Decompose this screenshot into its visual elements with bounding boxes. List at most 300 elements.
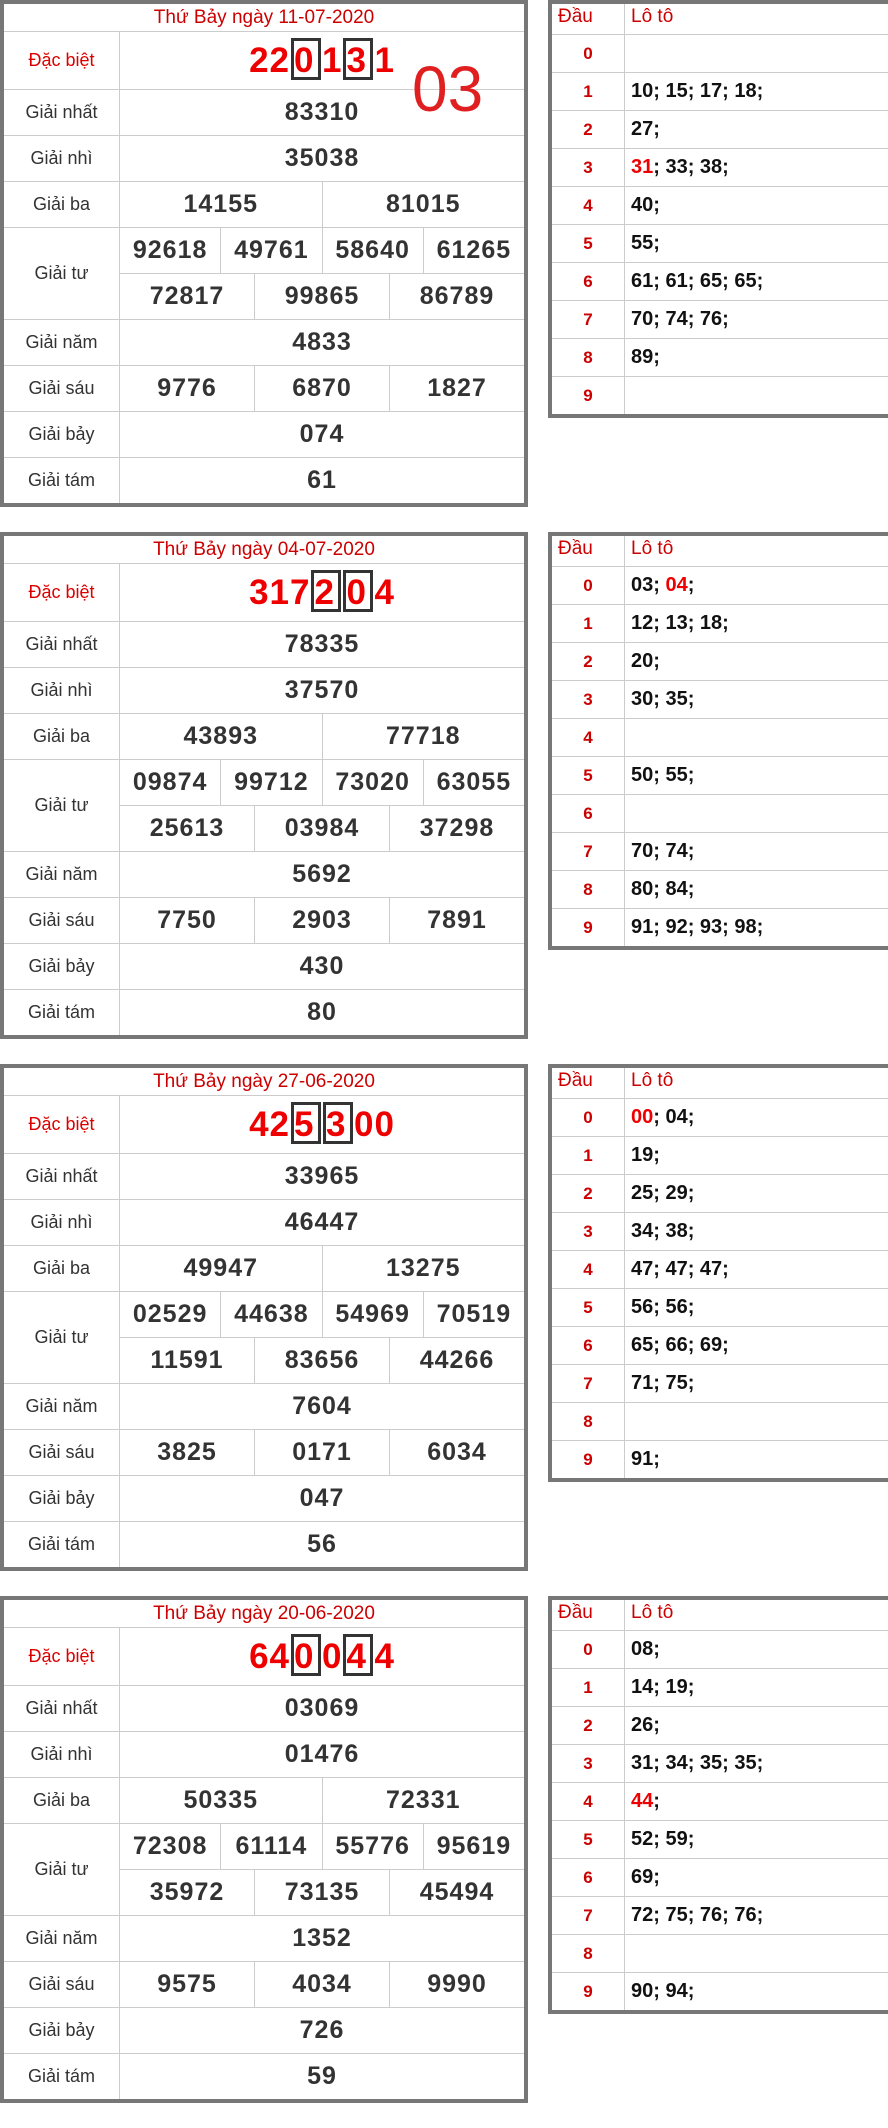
prize-row bbox=[4, 1384, 524, 1430]
special-digit: 4 bbox=[269, 1636, 290, 1676]
prize-number: 49947 bbox=[183, 1254, 259, 1282]
prize-label: Giải nhì bbox=[4, 1732, 120, 1777]
prize-values bbox=[120, 1732, 524, 1777]
loto-text: 70; 74; 76; bbox=[631, 308, 729, 330]
loto-row bbox=[552, 1251, 888, 1289]
prize-number: 03984 bbox=[254, 806, 389, 851]
prize-line bbox=[120, 1154, 524, 1199]
loto-row bbox=[552, 1821, 888, 1859]
prize-line bbox=[120, 1522, 524, 1567]
prize-number: 01476 bbox=[284, 1740, 360, 1768]
loto-head-digit: 6 bbox=[552, 263, 625, 300]
loto-row bbox=[552, 605, 888, 643]
prize-row bbox=[4, 1732, 524, 1778]
loto-numbers bbox=[625, 1137, 888, 1174]
loto-highlight: 44 bbox=[631, 1790, 654, 1812]
dau-header: Đầu bbox=[552, 4, 625, 34]
prize-row bbox=[4, 990, 524, 1035]
loto-row bbox=[552, 1289, 888, 1327]
loto-text: ; 04; bbox=[653, 1106, 695, 1128]
prize-number: 59 bbox=[307, 2062, 337, 2090]
prize-line bbox=[120, 714, 524, 759]
prize-number: 72331 bbox=[322, 1778, 525, 1823]
prize-number: 4034 bbox=[254, 1962, 389, 2007]
loto-text: 91; bbox=[631, 1448, 660, 1470]
prize-row bbox=[4, 320, 524, 366]
loto-row bbox=[552, 73, 888, 111]
loto-row bbox=[552, 301, 888, 339]
special-digit: 4 bbox=[249, 1104, 270, 1144]
loto-head-digit: 0 bbox=[552, 35, 625, 72]
prize-line bbox=[120, 1246, 524, 1291]
loto-text: 89; bbox=[631, 346, 660, 368]
prize-line bbox=[120, 2008, 524, 2053]
prize-values bbox=[120, 760, 524, 851]
loto-numbers bbox=[625, 339, 888, 376]
loto-numbers bbox=[625, 719, 888, 756]
prize-number: 726 bbox=[299, 2016, 345, 2044]
prize-line bbox=[120, 182, 524, 227]
loto-text: 65; 66; 69; bbox=[631, 1334, 729, 1356]
prize-number: 6870 bbox=[254, 366, 389, 411]
loto-head-digit: 2 bbox=[552, 1175, 625, 1212]
loto-row bbox=[552, 1403, 888, 1441]
special-digit: 4 bbox=[343, 1634, 373, 1676]
prize-line bbox=[120, 1869, 524, 1915]
loto-text: 34; 38; bbox=[631, 1220, 695, 1242]
prize-number: 7750 bbox=[157, 906, 217, 934]
loto-row bbox=[552, 1137, 888, 1175]
prize-number: 6034 bbox=[389, 1430, 524, 1475]
loto-text: 80; 84; bbox=[631, 878, 695, 900]
prize-values bbox=[120, 2054, 524, 2099]
prize-row bbox=[4, 228, 524, 320]
loto-text: 52; 59; bbox=[631, 1828, 695, 1850]
prize-line bbox=[120, 136, 524, 181]
special-digit: 1 bbox=[374, 40, 395, 80]
prize-label: Giải tư bbox=[4, 760, 120, 851]
prize-row bbox=[4, 564, 524, 622]
prize-values bbox=[120, 1916, 524, 1961]
prize-row bbox=[4, 366, 524, 412]
loto-head-digit: 4 bbox=[552, 719, 625, 756]
loto-numbers bbox=[625, 1935, 888, 1972]
loto-head-digit: 4 bbox=[552, 187, 625, 224]
prize-number: 73135 bbox=[254, 1870, 389, 1915]
prize-row bbox=[4, 1430, 524, 1476]
prize-number: 13275 bbox=[322, 1246, 525, 1291]
loto-head-digit: 1 bbox=[552, 605, 625, 642]
prize-number: 61114 bbox=[220, 1824, 321, 1869]
loto-numbers bbox=[625, 1403, 888, 1440]
loto-text: 14; 19; bbox=[631, 1676, 695, 1698]
prize-values bbox=[120, 990, 524, 1035]
prize-number: 7604 bbox=[292, 1392, 352, 1420]
loto-head-digit: 9 bbox=[552, 1441, 625, 1478]
loto-row bbox=[552, 1669, 888, 1707]
loto-head-digit: 2 bbox=[552, 111, 625, 148]
special-digit: 2 bbox=[249, 40, 270, 80]
loto-row bbox=[552, 1783, 888, 1821]
loto-row bbox=[552, 719, 888, 757]
loto-text: 90; 94; bbox=[631, 1980, 695, 2002]
loto-head-digit: 2 bbox=[552, 1707, 625, 1744]
prize-label: Giải tám bbox=[4, 1522, 120, 1567]
loto-text: 47; 47; 47; bbox=[631, 1258, 729, 1280]
prize-number: 61265 bbox=[423, 228, 524, 273]
loto-head-digit: 8 bbox=[552, 871, 625, 908]
loto-row bbox=[552, 1099, 888, 1137]
prize-values bbox=[120, 714, 524, 759]
loto-numbers bbox=[625, 1973, 888, 2010]
loto-numbers bbox=[625, 187, 888, 224]
prize-number: 4833 bbox=[292, 328, 352, 356]
prize-line bbox=[120, 1778, 524, 1823]
loto-text: 26; bbox=[631, 1714, 660, 1736]
loto-row bbox=[552, 1973, 888, 2010]
loto-row bbox=[552, 1441, 888, 1478]
loto-header bbox=[552, 1600, 888, 1631]
loto-row bbox=[552, 567, 888, 605]
prize-values bbox=[120, 898, 524, 943]
loto-numbers bbox=[625, 1441, 888, 1478]
prize-label: Giải ba bbox=[4, 182, 120, 227]
prize-line bbox=[120, 1628, 524, 1685]
special-digit: 3 bbox=[343, 38, 373, 80]
loto-numbers bbox=[625, 643, 888, 680]
loto-row bbox=[552, 1859, 888, 1897]
prize-number: 1352 bbox=[292, 1924, 352, 1952]
loto-numbers bbox=[625, 149, 888, 186]
prize-values bbox=[120, 182, 524, 227]
prize-number: 83656 bbox=[254, 1338, 389, 1383]
prize-number: 33965 bbox=[284, 1162, 360, 1190]
prize-line bbox=[120, 2054, 524, 2099]
handwritten-note: 03 bbox=[412, 53, 484, 125]
loto-header bbox=[552, 4, 888, 35]
special-digit: 0 bbox=[374, 1104, 395, 1144]
prize-number: 11591 bbox=[150, 1346, 224, 1374]
prize-number: 7891 bbox=[389, 898, 524, 943]
loto-head-digit: 5 bbox=[552, 1821, 625, 1858]
prize-line bbox=[120, 320, 524, 365]
prize-label: Giải năm bbox=[4, 1384, 120, 1429]
loto-text: 72; 75; 76; 76; bbox=[631, 1904, 764, 1926]
draw-block bbox=[0, 532, 888, 1064]
prize-line bbox=[120, 852, 524, 897]
loto-numbers bbox=[625, 1669, 888, 1706]
loto-row bbox=[552, 263, 888, 301]
prize-number: 63055 bbox=[423, 760, 524, 805]
prize-line bbox=[120, 564, 524, 621]
prize-label: Giải tư bbox=[4, 228, 120, 319]
prize-values bbox=[120, 1246, 524, 1291]
loto-head-digit: 3 bbox=[552, 1745, 625, 1782]
loto-row bbox=[552, 111, 888, 149]
prize-line bbox=[120, 1337, 524, 1383]
loto-header bbox=[552, 1068, 888, 1099]
loto-numbers bbox=[625, 605, 888, 642]
prize-number: 61 bbox=[307, 466, 337, 494]
prize-label: Giải nhất bbox=[4, 1154, 120, 1199]
prize-values bbox=[120, 1292, 524, 1383]
prize-number: 86789 bbox=[389, 274, 524, 319]
loto-table bbox=[548, 1064, 888, 1482]
draw-title: Thứ Bảy ngày 04-07-2020 bbox=[4, 536, 524, 564]
loto-text: ; 33; 38; bbox=[653, 156, 729, 178]
prize-values bbox=[120, 1096, 524, 1153]
prize-number: 14155 bbox=[183, 190, 259, 218]
loto-text: 40; bbox=[631, 194, 660, 216]
prize-line bbox=[120, 412, 524, 457]
loto-numbers bbox=[625, 1859, 888, 1896]
loto-row bbox=[552, 871, 888, 909]
loto-numbers bbox=[625, 833, 888, 870]
special-digit: 3 bbox=[249, 572, 270, 612]
prize-row bbox=[4, 714, 524, 760]
prize-number: 09874 bbox=[132, 768, 208, 796]
loto-row bbox=[552, 225, 888, 263]
prize-line bbox=[120, 228, 524, 273]
prize-number: 2903 bbox=[254, 898, 389, 943]
loto-numbers bbox=[625, 1783, 888, 1820]
prize-label: Đặc biệt bbox=[4, 1096, 120, 1153]
loto-numbers bbox=[625, 1745, 888, 1782]
prize-row bbox=[4, 944, 524, 990]
prize-number: 35038 bbox=[284, 144, 360, 172]
loto-head-digit: 5 bbox=[552, 757, 625, 794]
prize-values bbox=[120, 622, 524, 667]
loto-head-digit: 9 bbox=[552, 1973, 625, 2010]
prize-line bbox=[120, 1430, 524, 1475]
loto-text: 31; 34; 35; 35; bbox=[631, 1752, 764, 1774]
prize-number: 72817 bbox=[149, 282, 225, 310]
loto-text: 91; 92; 93; 98; bbox=[631, 916, 764, 938]
prize-label: Giải năm bbox=[4, 852, 120, 897]
loto-head-digit: 3 bbox=[552, 681, 625, 718]
prize-label: Đặc biệt bbox=[4, 1628, 120, 1685]
prize-label: Giải nhất bbox=[4, 1686, 120, 1731]
special-digit: 2 bbox=[311, 570, 341, 612]
loto-text: 25; 29; bbox=[631, 1182, 695, 1204]
loto-header-label: Lô tô bbox=[631, 1070, 674, 1091]
prize-number: 70519 bbox=[423, 1292, 524, 1337]
loto-row bbox=[552, 1745, 888, 1783]
loto-numbers bbox=[625, 1631, 888, 1668]
loto-row bbox=[552, 149, 888, 187]
loto-row bbox=[552, 1897, 888, 1935]
loto-numbers bbox=[625, 567, 888, 604]
special-digit: 0 bbox=[291, 1634, 321, 1676]
prize-row bbox=[4, 1246, 524, 1292]
loto-head-digit: 8 bbox=[552, 339, 625, 376]
loto-text: ; bbox=[687, 574, 695, 596]
prize-line bbox=[120, 273, 524, 319]
prize-number: 49761 bbox=[220, 228, 321, 273]
prize-values bbox=[120, 228, 524, 319]
prize-number: 047 bbox=[299, 1484, 345, 1512]
loto-head-digit: 6 bbox=[552, 1859, 625, 1896]
loto-head-digit: 4 bbox=[552, 1251, 625, 1288]
prize-number: 9575 bbox=[157, 1970, 217, 1998]
prize-label: Giải tám bbox=[4, 458, 120, 503]
loto-row bbox=[552, 1707, 888, 1745]
loto-numbers bbox=[625, 1821, 888, 1858]
loto-numbers bbox=[625, 909, 888, 946]
prize-label: Giải tám bbox=[4, 2054, 120, 2099]
prize-row bbox=[4, 1200, 524, 1246]
prize-line bbox=[120, 898, 524, 943]
loto-head-digit: 1 bbox=[552, 1669, 625, 1706]
prize-line bbox=[120, 458, 524, 503]
loto-head-digit: 0 bbox=[552, 1099, 625, 1136]
prize-number: 78335 bbox=[284, 630, 360, 658]
loto-row bbox=[552, 1327, 888, 1365]
prize-row bbox=[4, 2054, 524, 2099]
prize-label: Đặc biệt bbox=[4, 32, 120, 89]
loto-head-digit: 7 bbox=[552, 833, 625, 870]
loto-text: 55; bbox=[631, 232, 660, 254]
prize-values bbox=[120, 668, 524, 713]
prize-number: 99712 bbox=[220, 760, 321, 805]
loto-text: ; bbox=[653, 1790, 660, 1812]
prize-row bbox=[4, 1476, 524, 1522]
prize-row bbox=[4, 458, 524, 503]
loto-head-digit: 7 bbox=[552, 301, 625, 338]
loto-row bbox=[552, 1365, 888, 1403]
prize-values bbox=[120, 412, 524, 457]
special-digit: 3 bbox=[323, 1102, 353, 1144]
prize-number: 56 bbox=[307, 1530, 337, 1558]
prize-row bbox=[4, 622, 524, 668]
prize-values bbox=[120, 1476, 524, 1521]
loto-row bbox=[552, 833, 888, 871]
prize-line bbox=[120, 1200, 524, 1245]
prize-label: Đặc biệt bbox=[4, 564, 120, 621]
loto-head-digit: 2 bbox=[552, 643, 625, 680]
loto-head-digit: 8 bbox=[552, 1935, 625, 1972]
dau-header: Đầu bbox=[552, 1068, 625, 1098]
prize-row bbox=[4, 898, 524, 944]
prize-line bbox=[120, 1476, 524, 1521]
special-prize-number bbox=[120, 1628, 524, 1685]
prize-number: 73020 bbox=[322, 760, 423, 805]
prize-line bbox=[120, 1384, 524, 1429]
loto-head-digit: 3 bbox=[552, 1213, 625, 1250]
prize-row bbox=[4, 1628, 524, 1686]
prize-values bbox=[120, 1200, 524, 1245]
prize-label: Giải tư bbox=[4, 1292, 120, 1383]
prize-label: Giải ba bbox=[4, 714, 120, 759]
loto-highlight: 04 bbox=[665, 574, 688, 596]
prize-values bbox=[120, 1384, 524, 1429]
prize-label: Giải bảy bbox=[4, 2008, 120, 2053]
loto-row bbox=[552, 757, 888, 795]
loto-numbers bbox=[625, 35, 888, 72]
prize-label: Giải tư bbox=[4, 1824, 120, 1915]
prize-row bbox=[4, 852, 524, 898]
loto-text: 10; 15; 17; 18; bbox=[631, 80, 764, 102]
loto-highlight: 00 bbox=[631, 1106, 654, 1128]
loto-head-digit: 0 bbox=[552, 567, 625, 604]
prize-values bbox=[120, 1430, 524, 1475]
loto-row bbox=[552, 643, 888, 681]
special-digit: 0 bbox=[291, 38, 321, 80]
prize-label: Giải bảy bbox=[4, 412, 120, 457]
prize-number: 37570 bbox=[284, 676, 360, 704]
loto-head-digit: 7 bbox=[552, 1365, 625, 1402]
loto-row bbox=[552, 1175, 888, 1213]
loto-head-digit: 5 bbox=[552, 225, 625, 262]
loto-table bbox=[548, 0, 888, 418]
loto-head-digit: 8 bbox=[552, 1403, 625, 1440]
prize-values bbox=[120, 136, 524, 181]
loto-row bbox=[552, 1213, 888, 1251]
prize-values bbox=[120, 564, 524, 621]
special-digit: 1 bbox=[269, 572, 290, 612]
loto-head-digit: 9 bbox=[552, 909, 625, 946]
loto-numbers bbox=[625, 757, 888, 794]
prize-number: 02529 bbox=[132, 1300, 208, 1328]
prize-line bbox=[120, 1686, 524, 1731]
loto-head-digit: 1 bbox=[552, 1137, 625, 1174]
loto-text: 08; bbox=[631, 1638, 660, 1660]
loto-text: 27; bbox=[631, 118, 660, 140]
prize-number: 81015 bbox=[322, 182, 525, 227]
prize-line bbox=[120, 1962, 524, 2007]
prize-number: 43893 bbox=[183, 722, 259, 750]
prize-number: 0171 bbox=[254, 1430, 389, 1475]
prize-label: Giải nhất bbox=[4, 622, 120, 667]
prize-number: 35972 bbox=[149, 1878, 225, 1906]
prize-label: Giải nhất bbox=[4, 90, 120, 135]
prize-values bbox=[120, 1824, 524, 1915]
loto-numbers bbox=[625, 1251, 888, 1288]
loto-numbers bbox=[625, 681, 888, 718]
prize-number: 95619 bbox=[423, 1824, 524, 1869]
prize-label: Giải tám bbox=[4, 990, 120, 1035]
loto-numbers bbox=[625, 1099, 888, 1136]
prize-line bbox=[120, 1096, 524, 1153]
loto-numbers bbox=[625, 1897, 888, 1934]
prize-line bbox=[120, 366, 524, 411]
draw-block bbox=[0, 0, 888, 532]
loto-text: 19; bbox=[631, 1144, 660, 1166]
prize-number: 074 bbox=[299, 420, 345, 448]
special-digit: 0 bbox=[354, 1104, 375, 1144]
result-table bbox=[0, 1596, 528, 2103]
loto-text: 70; 74; bbox=[631, 840, 695, 862]
prize-label: Giải bảy bbox=[4, 1476, 120, 1521]
loto-head-digit: 4 bbox=[552, 1783, 625, 1820]
loto-text: 61; 61; 65; 65; bbox=[631, 270, 764, 292]
loto-numbers bbox=[625, 1175, 888, 1212]
special-digit: 0 bbox=[322, 1636, 343, 1676]
special-digit: 4 bbox=[374, 1636, 395, 1676]
prize-label: Giải nhì bbox=[4, 1200, 120, 1245]
prize-number: 1827 bbox=[389, 366, 524, 411]
loto-header bbox=[552, 536, 888, 567]
loto-head-digit: 6 bbox=[552, 1327, 625, 1364]
loto-numbers bbox=[625, 111, 888, 148]
loto-numbers bbox=[625, 263, 888, 300]
loto-header-label: Lô tô bbox=[631, 538, 674, 559]
prize-number: 9776 bbox=[157, 374, 217, 402]
prize-values bbox=[120, 320, 524, 365]
loto-table bbox=[548, 532, 888, 950]
loto-row bbox=[552, 377, 888, 414]
prize-line bbox=[120, 1916, 524, 1961]
